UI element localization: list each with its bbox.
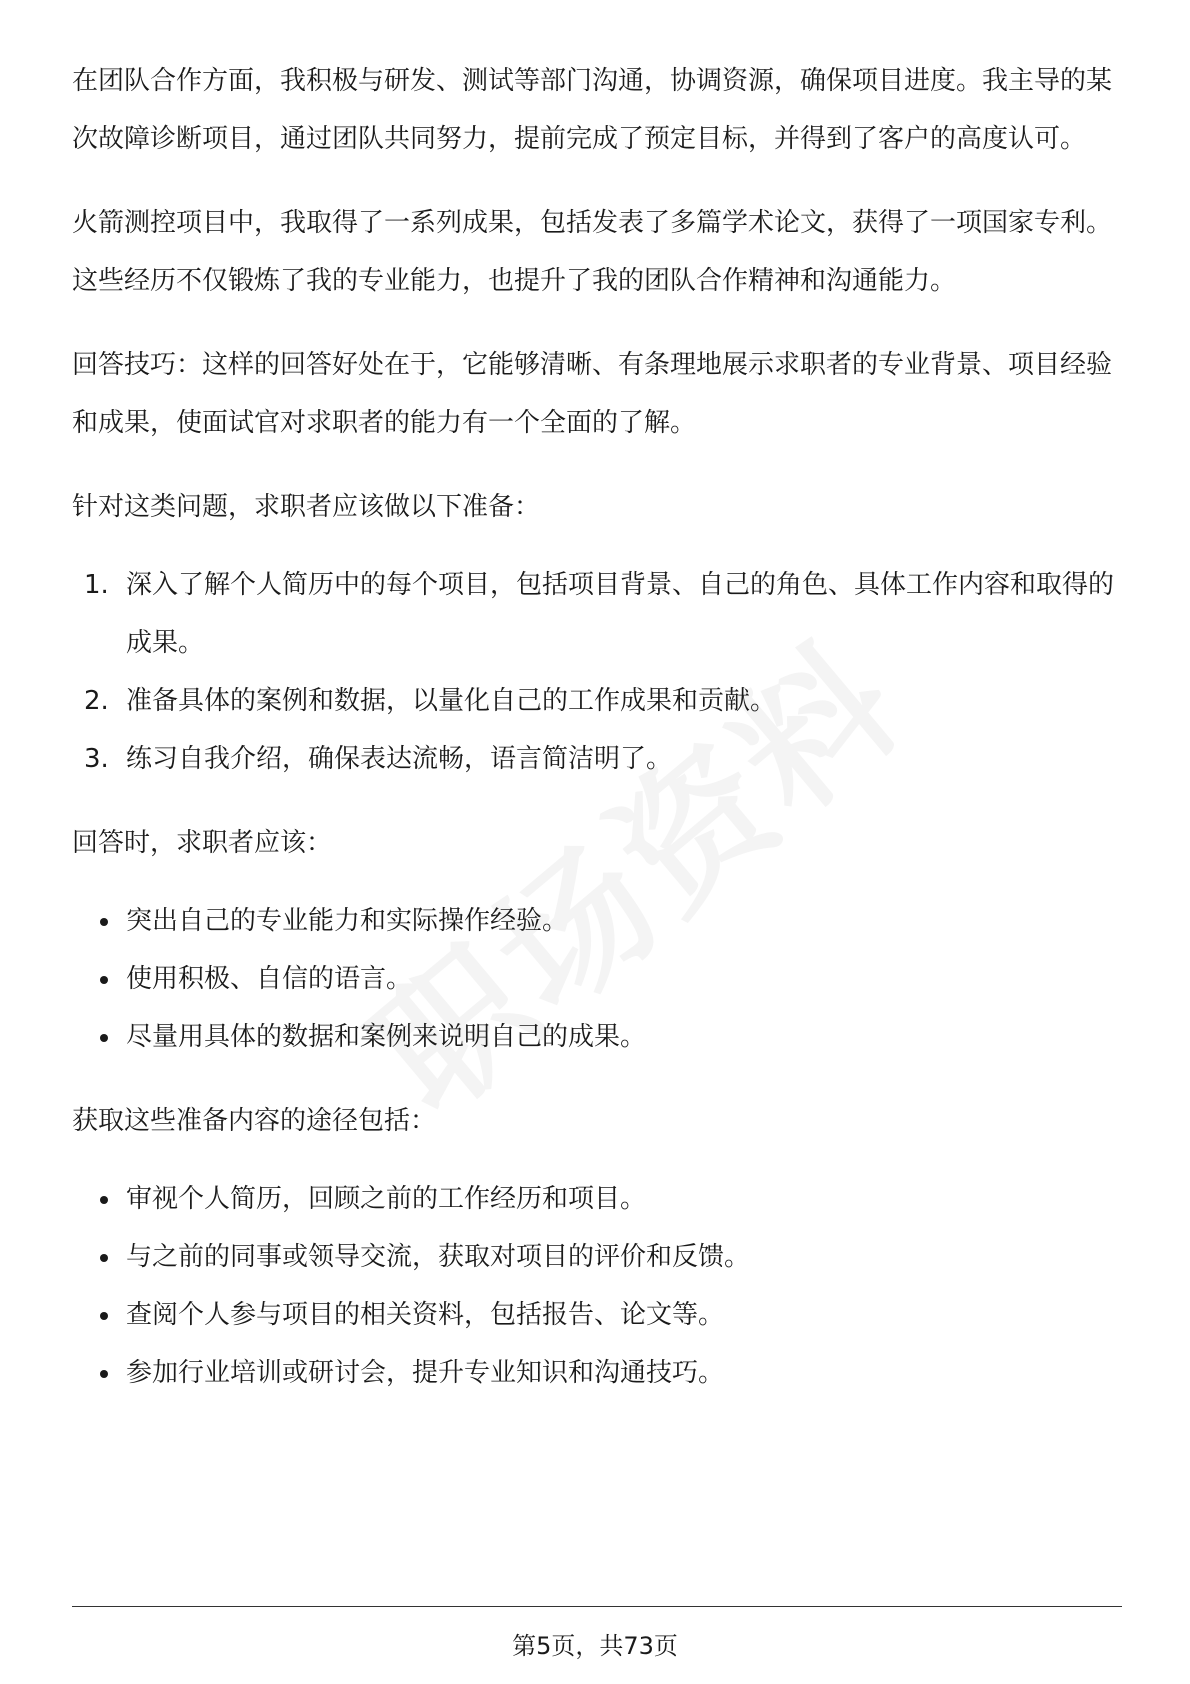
paragraph-teamwork: 在团队合作方面，我积极与研发、测试等部门沟通，协调资源，确保项目进度。我主导的某次故障诊断项目，通过团队共同努力，提前完成了预定目标，并得到了客户的高度认可。 (72, 66, 1113, 154)
list-number: 2. (84, 686, 109, 716)
list-number: 3. (84, 744, 109, 774)
paragraph-answer-tips: 回答技巧：这样的回答好处在于，它能够清晰、有条理地展示求职者的专业背景、项目经验和成果，使面试官对求职者的能力有一个全面的了解。 (72, 350, 1113, 438)
footer-divider (72, 1606, 1122, 1607)
list-item-text: 与之前的同事或领导交流，获取对项目的评价和反馈。 (126, 1242, 751, 1272)
list-item (72, 1344, 1122, 1402)
bullet-icon (100, 976, 108, 984)
list-item (72, 672, 1122, 730)
bullet-icon (100, 1254, 108, 1262)
bullet-icon (100, 1034, 108, 1042)
page-number: 第5页，共73页 (512, 1632, 678, 1660)
list-number: 1. (84, 570, 109, 600)
list-item-text: 使用积极、自信的语言。 (126, 964, 413, 994)
list-item-text: 练习自我介绍，确保表达流畅，语言简洁明了。 (126, 744, 673, 774)
list-item-text: 查阅个人参与项目的相关资料，包括报告、论文等。 (126, 1300, 725, 1330)
answer-list (72, 892, 1122, 1066)
bullet-icon (100, 1312, 108, 1320)
list-item (72, 950, 1122, 1008)
bullet-icon (100, 918, 108, 926)
sources-list (72, 1170, 1122, 1402)
list-item (72, 730, 1122, 788)
list-item (72, 1008, 1122, 1066)
list-item (72, 1228, 1122, 1286)
list-item (72, 1170, 1122, 1228)
paragraph-achievements: 火箭测控项目中，我取得了一系列成果，包括发表了多篇学术论文，获得了一项国家专利。这些经历不仅锻炼了我的专业能力，也提升了我的团队合作精神和沟通能力。 (72, 208, 1113, 296)
list-item (72, 556, 1122, 672)
list-item (72, 892, 1122, 950)
sources-heading: 获取这些准备内容的途径包括： (72, 1106, 437, 1136)
list-item-text: 深入了解个人简历中的每个项目，包括项目背景、自己的角色、具体工作内容和取得的成果。 (126, 570, 1115, 658)
list-item-text: 尽量用具体的数据和案例来说明自己的成果。 (126, 1022, 647, 1052)
answer-heading: 回答时，求职者应该： (72, 828, 333, 858)
list-item (72, 1286, 1122, 1344)
list-item-text: 审视个人简历，回顾之前的工作经历和项目。 (126, 1184, 647, 1214)
list-item-text: 参加行业培训或研讨会，提升专业知识和沟通技巧。 (126, 1358, 725, 1388)
bullet-icon (100, 1370, 108, 1378)
paragraph-preparation-intro: 针对这类问题，求职者应该做以下准备： (72, 492, 541, 522)
list-item-text: 准备具体的案例和数据，以量化自己的工作成果和贡献。 (126, 686, 777, 716)
bullet-icon (100, 1196, 108, 1204)
list-item-text: 突出自己的专业能力和实际操作经验。 (126, 906, 569, 936)
page-content (72, 52, 1122, 1428)
preparation-list (72, 556, 1122, 788)
